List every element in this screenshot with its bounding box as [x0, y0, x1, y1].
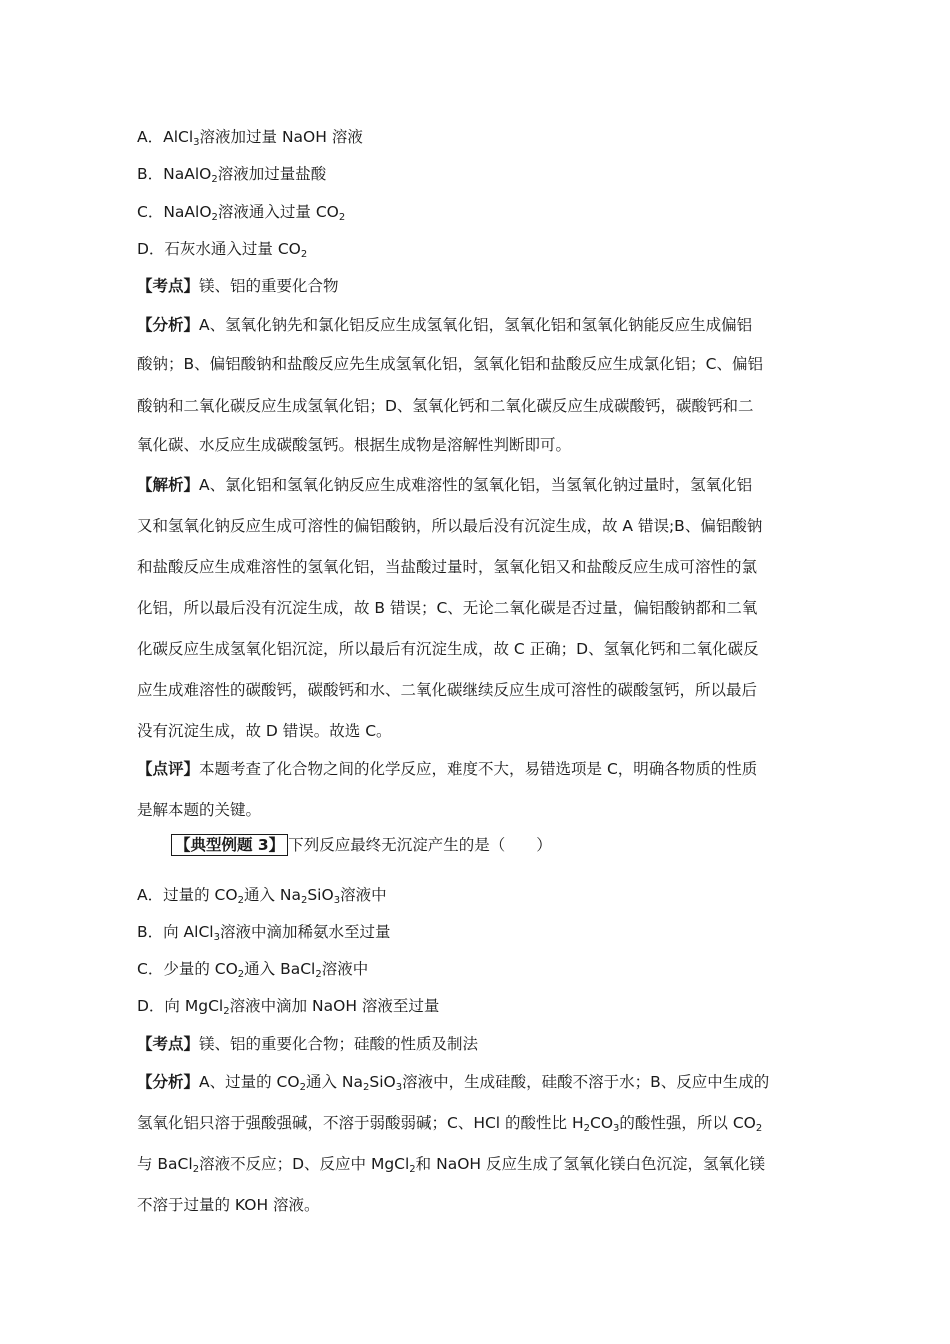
jiexi-line-1: 【解析】A、氯化铝和氢氧化钠反应生成难溶性的氢氧化铝，当氢氧化钠过量时，氢氧化铝 [137, 476, 753, 494]
kaodian-2: 【考点】镁、铝的重要化合物；硅酸的性质及制法 [137, 1035, 479, 1053]
ex3-option-d: D．向 MgCl$_2$溶液中滴加 NaOH 溶液至过量 [137, 997, 440, 1017]
jiexi-line-2: 又和氢氧化钠反应生成可溶性的偏铝酸钠，所以最后没有沉淀生成，故 A 错误;B、偏铝酸钠 [137, 517, 763, 535]
fenxi-1-line-2: 酸钠；B、偏铝酸钠和盐酸反应先生成氢氧化铝，氢氧化铝和盐酸反应生成氯化铝；C、偏铝 [137, 355, 763, 373]
jiexi-line-3: 和盐酸反应生成难溶性的氢氧化铝，当盐酸过量时，氢氧化铝又和盐酸反应生成可溶性的氯 [137, 558, 758, 576]
ex3-option-c: C．少量的 $CO_2$通入 BaCl$_2$溶液中 [137, 960, 369, 980]
fenxi-1-line-4: 氧化碳、水反应生成碳酸氢钙。根据生成物是溶解性判断即可。 [137, 436, 572, 454]
jiexi-line-4: 化铝，所以最后没有沉淀生成，故 B 错误；C、无论二氧化碳是否过量，偏铝酸钠都和二氧 [137, 599, 758, 617]
jiexi-line-5: 化碳反应生成氢氧化铝沉淀，所以最后有沉淀生成，故 C 正确；D、氢氧化钙和二氧化碳反 [137, 640, 759, 658]
option-c: C．NaAlO$_2$溶液通入过量 $CO_2$ [137, 203, 346, 223]
dianping-line-2: 是解本题的关键。 [137, 801, 262, 819]
ex3-option-b: B．向 AlCl$_3$溶液中滴加稀氨水至过量 [137, 923, 391, 943]
kaodian-1: 【考点】镁、铝的重要化合物 [137, 277, 339, 295]
fenxi-2-line-3: 与 BaCl$_2$溶液不反应；D、反应中 MgCl$_2$和 NaOH 反应生成了氢氧化镁白色沉淀，氢氧化镁 [137, 1155, 765, 1175]
fenxi-1-line-3: 酸钠和二氧化碳反应生成氢氧化铝；D、氢氧化钙和二氧化碳反应生成碳酸钙，碳酸钙和二 [137, 397, 754, 415]
example-3-question: 下列反应最终无沉淀产生的是（ ） [288, 836, 552, 854]
fenxi-2-line-2: 氢氧化铝只溶于强酸强碱，不溶于弱酸弱碱；C、HCl 的酸性比 $H_2CO_3$的酸性强，所以 $CO_2$ [137, 1114, 763, 1134]
fenxi-2-line-4: 不溶于过量的 KOH 溶液。 [137, 1196, 320, 1214]
option-b: B．NaAlO$_2$溶液加过量盐酸 [137, 165, 327, 185]
fenxi-2-line-1: 【分析】A、过量的 $CO_2$通入 $Na_2SiO_3$溶液中，生成硅酸，硅酸不溶于水；B、反应中生成的 [137, 1073, 770, 1093]
dianping-line-1: 【点评】本题考查了化合物之间的化学反应，难度不大，易错选项是 C，明确各物质的性质 [137, 760, 758, 778]
option-d: D．石灰水通入过量 $CO_2$ [137, 240, 308, 260]
jiexi-line-7: 没有沉淀生成，故 D 错误。故选 C。 [137, 722, 392, 740]
option-a: A．AlCl$_3$溶液加过量 NaOH 溶液 [137, 128, 363, 148]
fenxi-1-line-1: 【分析】A、氢氧化钠先和氯化铝反应生成氢氧化铝，氢氧化铝和氢氧化钠能反应生成偏铝 [137, 316, 753, 334]
ex3-option-a: A．过量的 $CO_2$通入 $Na_2SiO_3$溶液中 [137, 886, 387, 906]
example-3-header [171, 834, 552, 856]
jiexi-line-6: 应生成难溶性的碳酸钙，碳酸钙和水、二氧化碳继续反应生成可溶性的碳酸氢钙，所以最后 [137, 681, 758, 699]
example-3-label: 【典型例题 3】 [171, 834, 288, 856]
